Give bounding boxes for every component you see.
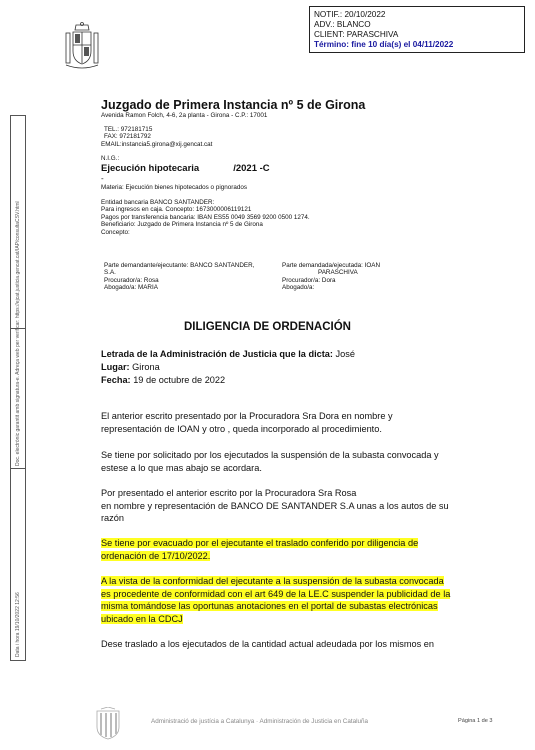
defendant-line: Abogado/a:: [282, 284, 315, 292]
nig-label: N.I.G.:: [101, 155, 120, 162]
bank-line: Pagos por transferencia bancaria: IBAN ES55 0049 3569 9200 0500 1274.: [101, 213, 310, 221]
highlighted-line: A la vista de la conformidad del ejecutante a la suspensión de la subasta convocada: [101, 576, 444, 586]
sidebar-segment-verification: [11, 201, 25, 469]
fecha-label: Fecha:: [101, 375, 131, 385]
procedure-dash: -: [101, 174, 104, 183]
notification-date: NOTIF.: 20/10/2022: [314, 10, 386, 19]
court-tel: TEL.: 972181715: [104, 126, 153, 133]
letrada-line: [101, 349, 355, 359]
plaintiff-line: Parte demandante/ejecutante: BANCO SANTANDER,: [104, 262, 255, 269]
bank-line: Para ingresos en caja. Concepto: 1673000006119121: [101, 206, 252, 214]
lugar-label: Lugar:: [101, 362, 130, 372]
signature-date-text: Data i hora 19/10/2022 12:56: [15, 592, 21, 657]
paragraph-line: Se tiene por solicitado por los ejecutados la suspensión de la subasta convocada y: [101, 450, 439, 460]
court-fax: FAX: 972181792: [104, 133, 151, 141]
bank-line: Beneficiario: Juzgado de Primera Instancia nº 5 de Girona: [101, 221, 263, 229]
court-title: Juzgado de Primera Instancia nº 5 de Girona: [101, 98, 366, 112]
defendant-line: Procurador/a: Dora: [282, 276, 336, 284]
page-number: Página 1 de 3: [458, 718, 493, 724]
footer-text: Administració de justícia a Catalunya · Administración de Justicia en Cataluña: [151, 718, 369, 725]
paragraph-line: en nombre y representación de BANCO DE SANTANDER S.A unas a los autos de su: [101, 500, 449, 511]
bank-info: [101, 199, 310, 236]
plaintiff-block: [104, 262, 274, 292]
lugar-value: Girona: [132, 362, 160, 372]
defendant-line: PARASCHIVA: [318, 269, 358, 277]
catalonia-shield-icon: [95, 707, 121, 741]
bank-line: Entidad bancaria BANCO SANTANDER:: [101, 199, 215, 206]
notification-deadline: Término: fine 10 día(s) el 04/11/2022: [314, 40, 454, 49]
paragraph-4-highlighted: [101, 537, 467, 562]
highlighted-line: ubicado en la CDCJ: [101, 613, 183, 624]
defendant-line: Parte demandada/ejecutada: IOAN: [282, 262, 381, 269]
materia: Materia: Ejecución bienes hipotecados o pignorados: [101, 184, 247, 191]
notification-lawyer: ADV.: BLANCO: [314, 20, 371, 29]
plaintiff-line: Procurador/a: Rosa: [104, 276, 159, 284]
paragraph-line: Dese traslado a los ejecutados de la cantidad actual adeudada por los mismos en: [101, 639, 434, 649]
plaintiff-line: Abogado/a: MARIA: [104, 284, 158, 292]
court-contact: [101, 126, 212, 148]
highlighted-line: es procedente de conformidad con el art 649 de la LE.C suspender la publicidad de la: [101, 588, 451, 599]
verification-sidebar: [10, 115, 26, 661]
highlighted-line: Se tiene por evacuado por el ejecutante el traslado conferido por diligencia de: [101, 538, 419, 548]
paragraph-line: estese a lo que mas abajo se acordara.: [101, 462, 262, 473]
plaintiff-line: S.A.: [104, 269, 116, 277]
highlighted-line: misma tomándose las oportunas anotaciones en el portal de subastas electrónicas: [101, 601, 438, 611]
letrada-value: José: [335, 349, 355, 359]
document-heading: DILIGENCIA DE ORDENACIÓN: [184, 321, 351, 333]
verification-text: Doc. electrònic garantit amb signatura-e. Adreça web per verificar: https://ejcat.justicia.gencat.cat/IAP/consultaCSV.html: [15, 201, 21, 466]
paragraph-5-highlighted: [101, 575, 467, 625]
bank-line: Concepto:: [101, 228, 130, 236]
letrada-label: Letrada de la Administración de Justicia que la dicta:: [101, 349, 333, 359]
paragraph-line: El anterior escrito presentado por la Procuradora Sra Dora en nombre y: [101, 411, 393, 421]
paragraph-2: [101, 449, 467, 474]
paragraph-3: [101, 487, 467, 525]
highlighted-line: ordenación de 17/10/2022.: [101, 550, 211, 561]
fecha-line: [101, 375, 225, 385]
paragraph-line: Por presentado el anterior escrito por la Procuradora Sra Rosa: [101, 488, 357, 498]
procedure-title: [101, 163, 270, 174]
court-email: EMAIL:instancia5.girona@xij.gencat.cat: [101, 140, 213, 148]
paragraph-1: [101, 410, 467, 435]
lugar-line: [101, 362, 160, 372]
procedure-number: /2021 -C: [233, 163, 270, 174]
fecha-value: 19 de octubre de 2022: [133, 375, 226, 385]
coat-of-arms-icon: [62, 21, 102, 73]
notification-client: CLIENT: PARASCHIVA: [314, 30, 399, 39]
paragraph-line: razón: [101, 513, 124, 523]
notification-box: [309, 6, 525, 53]
defendant-block: [282, 262, 422, 292]
paragraph-line: representación de IOAN y otro , queda incorporado al procedimiento.: [101, 423, 382, 434]
procedure-type: Ejecución hipotecaria: [101, 163, 200, 174]
paragraph-6: [101, 638, 467, 651]
court-address: Avenida Ramon Folch, 4-6, 2a planta - Girona - C.P.: 17001: [101, 112, 268, 119]
